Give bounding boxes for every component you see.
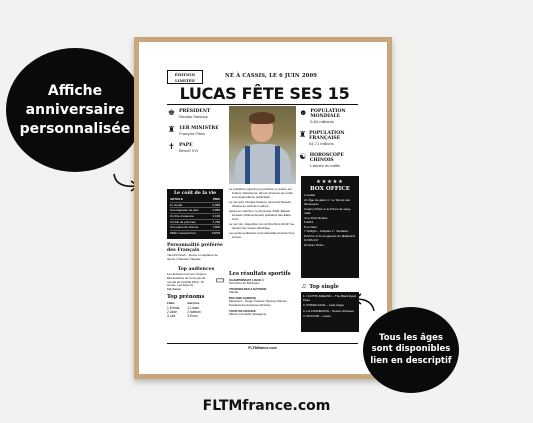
promo-line-1: Affiche — [47, 82, 103, 99]
sport-label: TOUR DE FRANCE — [229, 308, 256, 313]
names-title: Top prénoms — [167, 294, 205, 300]
box-office-item: 3.Harry Potter et le Prince de sang-mêlé — [304, 206, 352, 215]
single-item: 1. I GOTTA FEELING – The Black Eyed Peas — [303, 294, 356, 303]
box-office-item: 6.Là-haut — [304, 224, 317, 229]
news-item: Le 1er juin, disparition du vol Rio-Paris AF447 au-dessus de l'océan Atlantique. — [229, 221, 296, 230]
badge-line-1: ÉDITION — [174, 72, 196, 77]
single-item: 3. LA CONNEXION – Sexion d'Assaut — [303, 308, 354, 313]
sports-list — [229, 279, 299, 318]
info-world-population — [299, 109, 361, 124]
audiences-text: Les Enfoirés font leur cinéma, Éliminatoires de la Coupe du monde de football 2010 : Dr House, Les Experts : Manhattan... — [167, 272, 207, 292]
sports-section — [229, 271, 299, 317]
brand-footer: FLTMfrance.com — [202, 398, 331, 414]
girl-name: 1.Emma — [167, 305, 180, 310]
cost-article: 1L de lait — [170, 202, 183, 207]
box-office-item: 8.Arthur et la vengeance de Maltazard — [304, 233, 355, 238]
badge-line-2: LIMITÉE — [174, 77, 196, 83]
info-label: POPULATION MONDIALE — [310, 109, 346, 119]
boy-name: 1.Lucas — [187, 305, 199, 310]
title-rule — [167, 104, 358, 105]
globe-icon: ☻ — [299, 108, 308, 117]
poster-title: LUCAS FÊTE SES 15 — [179, 84, 350, 103]
info-pope — [167, 143, 198, 153]
personality-section — [167, 243, 225, 262]
sport-label: TOURNOI DES 6 NATIONS — [229, 286, 267, 291]
limited-edition-badge — [167, 70, 203, 84]
eiffel-tower-icon: ♜ — [299, 130, 307, 139]
cost-col-price: PRIX — [212, 197, 220, 201]
photo-strap — [275, 146, 280, 184]
sport-value: Irlande — [229, 290, 239, 295]
info-label: PRÉSIDENT — [179, 109, 211, 114]
box-office-item: 2.L'Âge de glace 3 : Le Temps des dinosaures — [304, 197, 350, 206]
info-prime-minister — [167, 126, 219, 136]
info-chinese-horoscope — [299, 153, 361, 168]
footer-rule — [167, 343, 358, 344]
cost-article: Un litre d'essence — [170, 213, 194, 218]
sports-title: Les résultats sportifs — [229, 271, 291, 277]
girl-name: 2.Jade — [167, 309, 177, 314]
info-label: HOROSCOPE CHINOIS — [309, 153, 344, 163]
news-item: Le président supprime la publicité en soirée sur France Télévisions, afin de diminuer les coûts et la dépendance publicitaire. — [229, 187, 293, 199]
cost-price: 1337€ — [211, 230, 220, 235]
boys-label: Garçons — [187, 301, 200, 305]
cost-row — [170, 230, 220, 236]
info-label: PAPE — [179, 143, 193, 148]
box-office-box — [301, 176, 359, 278]
personality-text: Yannick Noah - Joueur et capitaine de tennis / chanteur français — [167, 253, 218, 261]
single-title: Top single — [309, 283, 339, 290]
cost-price: 0,68€ — [212, 202, 220, 207]
single-item: 2. POKER FACE – Lady Gaga — [303, 303, 344, 308]
cost-article: Une place de cinéma — [170, 225, 199, 230]
audiences-title: Top audiences — [177, 267, 215, 272]
single-item: 4. DOCTOR – Lupus — [303, 313, 331, 318]
cost-col-article: ARTICLE — [170, 197, 183, 201]
info-french-population — [299, 131, 361, 146]
box-office-list — [304, 193, 356, 247]
single-section — [301, 283, 359, 332]
sport-value: Alberto Contador (Espagne) — [229, 312, 267, 317]
cost-price: 7,80€ — [212, 225, 220, 230]
cost-of-living-title: Le coût de la vie — [173, 191, 217, 196]
promo-bubble — [6, 48, 144, 172]
photo-hair — [249, 112, 275, 124]
info-value: Benoît XVI — [179, 148, 199, 153]
ages-line-3: lien en descriptif — [370, 355, 452, 366]
ages-bubble — [363, 307, 459, 393]
info-value: 64,71 millions — [309, 141, 334, 146]
cost-article: Une baguette de pain — [170, 208, 199, 213]
poster-mat — [139, 42, 387, 374]
cost-price: 1,10€ — [212, 213, 220, 218]
poster-frame — [134, 37, 392, 379]
cost-of-living-box — [167, 189, 223, 239]
photo-strap — [245, 146, 250, 184]
poster-site: FLTMfrance.com — [248, 346, 277, 350]
birth-line: NÉ À CASSIS, LE 6 JUIN 2009 — [225, 73, 318, 79]
names-section — [167, 294, 225, 318]
box-office-item: 9.OSS 117 — [304, 238, 319, 242]
sport-label: CHAMPIONNAT LIGUE 1 — [229, 277, 264, 282]
cost-rows — [170, 202, 220, 236]
info-value: Nicolas Sarkozy — [179, 114, 208, 119]
news-item: Après son élection, le 20 janvier 2009, Barack Hussein Obama devient président des États-Unis. — [229, 208, 292, 221]
news-item: Les séries policières et la téléréalité dominent les écrans. — [229, 230, 295, 239]
single-list — [301, 292, 359, 332]
info-value: François Fillon — [179, 131, 206, 136]
tv-icon: ▭ — [215, 275, 225, 286]
box-office-item: 10.Gran Torino — [304, 242, 324, 247]
box-office-item: 4.Le Petit Nicolas — [304, 215, 328, 220]
info-value: L'année du buffle — [309, 163, 341, 168]
cost-price: 0,85€ — [212, 208, 220, 213]
cost-price: 1,79€ — [212, 219, 220, 224]
poster-page — [161, 65, 364, 355]
boy-name: 2.Nathan — [187, 309, 201, 314]
curved-arrow-icon — [352, 293, 378, 313]
info-label: POPULATION FRANÇAISE — [309, 131, 345, 141]
cost-row — [170, 224, 220, 230]
cost-article: Un kilo de pommes — [170, 219, 196, 224]
promo-line-2: anniversaire — [25, 101, 125, 118]
girls-label: Filles — [167, 301, 175, 305]
music-note-icon: ♫ — [301, 283, 307, 290]
ages-line-2: sont disponibles — [371, 344, 451, 355]
promo-line-3: personnalisée — [19, 120, 131, 137]
box-office-title: BOX OFFICE — [309, 186, 351, 192]
audiences-section — [167, 267, 225, 292]
crown-icon: ♚ — [167, 108, 176, 117]
news-list — [229, 188, 296, 241]
personality-title: Personnalité préférée des Français — [167, 243, 223, 253]
cost-row — [170, 207, 220, 213]
info-president — [167, 109, 210, 119]
cross-icon: ✝ — [168, 142, 175, 151]
box-office-item: 1.Avatar — [304, 193, 316, 197]
boy-name: 3.Enzo — [187, 313, 198, 318]
info-value: 6,84 milliards — [310, 119, 334, 124]
sport-value: Messieurs : Roger Federer (Suisse) Dames : Svetlana Kouznetsova (Russie) — [229, 299, 289, 308]
info-label: 1ER MINISTRE — [179, 126, 219, 131]
ages-line-1: Tous les âges — [379, 332, 443, 343]
cost-row — [170, 219, 220, 225]
sport-label: ROLAND GARROS — [229, 295, 256, 300]
cost-article: SMIC mensuel brut — [170, 230, 196, 235]
news-item: Le 1er avril, Nicolas Sarkozy rencontre Barack Obama au G20 de Londres. — [229, 199, 291, 208]
photo-body — [235, 144, 291, 184]
portrait-photo — [229, 106, 296, 184]
box-office-item: 5.2012 — [304, 220, 314, 224]
yin-yang-icon: ☯ — [299, 152, 307, 161]
girl-name: 3.Léa — [167, 313, 176, 318]
stars-row: ★★★★★ — [316, 179, 344, 185]
box-office-item: 7.Twilight – Chapitre 2 : Tentation — [304, 229, 349, 233]
tower-icon: ♜ — [167, 125, 176, 134]
sport-value: Girondins de Bordeaux — [229, 281, 260, 286]
